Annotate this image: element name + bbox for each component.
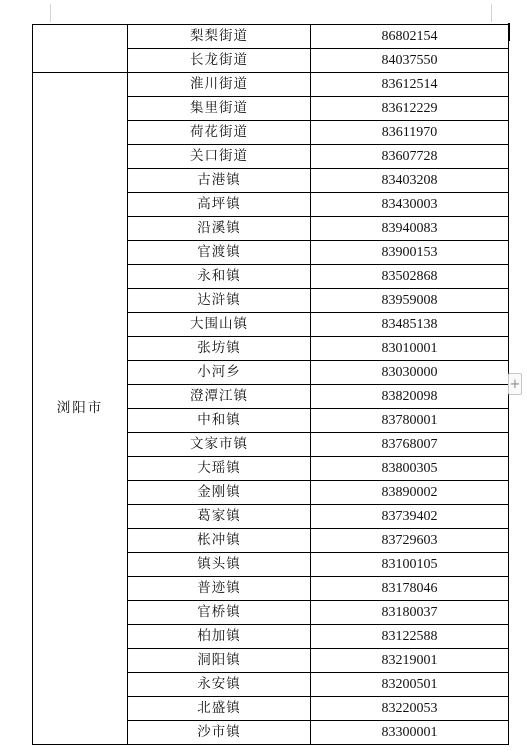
phone-number-cell: 83030000	[311, 361, 509, 385]
phone-number-cell: 83940083	[311, 217, 509, 241]
phone-number-cell: 83890002	[311, 481, 509, 505]
phone-number-cell: 83739402	[311, 505, 509, 529]
township-name-cell: 沿溪镇	[128, 217, 311, 241]
table-row	[33, 73, 509, 97]
township-name-cell: 大瑶镇	[128, 457, 311, 481]
township-name-cell: 淮川街道	[128, 73, 311, 97]
phone-number-cell: 83100105	[311, 553, 509, 577]
township-name-cell: 官桥镇	[128, 601, 311, 625]
phone-number-cell: 86802154	[311, 25, 509, 49]
right-margin-marker	[491, 4, 492, 22]
left-margin-marker	[50, 4, 51, 22]
phone-number-cell: 83403208	[311, 169, 509, 193]
township-name-cell: 荷花街道	[128, 121, 311, 145]
township-name-cell: 达浒镇	[128, 289, 311, 313]
township-name-cell: 大围山镇	[128, 313, 311, 337]
township-name-cell: 官渡镇	[128, 241, 311, 265]
township-name-cell: 永和镇	[128, 265, 311, 289]
region-cell: 浏阳市	[33, 73, 128, 745]
phone-number-cell: 83780001	[311, 409, 509, 433]
phone-number-cell: 83010001	[311, 337, 509, 361]
phone-number-cell: 83502868	[311, 265, 509, 289]
phone-number-cell: 83180037	[311, 601, 509, 625]
phone-number-cell: 83768007	[311, 433, 509, 457]
township-name-cell: 永安镇	[128, 673, 311, 697]
township-name-cell: 北盛镇	[128, 697, 311, 721]
township-name-cell: 长龙街道	[128, 49, 311, 73]
directory-table-container	[32, 24, 509, 745]
township-name-cell: 金刚镇	[128, 481, 311, 505]
township-name-cell: 柏加镇	[128, 625, 311, 649]
region-cell	[33, 25, 128, 73]
township-name-cell: 集里街道	[128, 97, 311, 121]
phone-number-cell: 83729603	[311, 529, 509, 553]
township-name-cell: 关口街道	[128, 145, 311, 169]
table-row	[33, 25, 509, 49]
township-name-cell: 高坪镇	[128, 193, 311, 217]
township-name-cell: 梨梨街道	[128, 25, 311, 49]
township-name-cell: 镇头镇	[128, 553, 311, 577]
phone-number-cell: 83200501	[311, 673, 509, 697]
phone-number-cell: 83612229	[311, 97, 509, 121]
phone-number-cell: 83959008	[311, 289, 509, 313]
phone-number-cell: 84037550	[311, 49, 509, 73]
phone-number-cell: 83485138	[311, 313, 509, 337]
township-name-cell: 普迹镇	[128, 577, 311, 601]
phone-number-cell: 83430003	[311, 193, 509, 217]
township-name-cell: 葛家镇	[128, 505, 311, 529]
phone-number-cell: 83219001	[311, 649, 509, 673]
phone-number-cell: 83220053	[311, 697, 509, 721]
directory-table	[32, 24, 509, 745]
township-name-cell: 澄潭江镇	[128, 385, 311, 409]
township-name-cell: 枨冲镇	[128, 529, 311, 553]
phone-number-cell: 83611970	[311, 121, 509, 145]
township-name-cell: 洞阳镇	[128, 649, 311, 673]
township-name-cell: 沙市镇	[128, 721, 311, 745]
add-row-button[interactable]	[508, 373, 522, 395]
phone-number-cell: 83122588	[311, 625, 509, 649]
township-name-cell: 中和镇	[128, 409, 311, 433]
township-name-cell: 古港镇	[128, 169, 311, 193]
phone-number-cell: 83820098	[311, 385, 509, 409]
table-end-marker	[508, 23, 510, 41]
phone-number-cell: 83612514	[311, 73, 509, 97]
township-name-cell: 文家市镇	[128, 433, 311, 457]
phone-number-cell: 83300001	[311, 721, 509, 745]
township-name-cell: 张坊镇	[128, 337, 311, 361]
phone-number-cell: 83178046	[311, 577, 509, 601]
phone-number-cell: 83800305	[311, 457, 509, 481]
plus-icon: +	[509, 377, 521, 392]
phone-number-cell: 83900153	[311, 241, 509, 265]
phone-number-cell: 83607728	[311, 145, 509, 169]
township-name-cell: 小河乡	[128, 361, 311, 385]
